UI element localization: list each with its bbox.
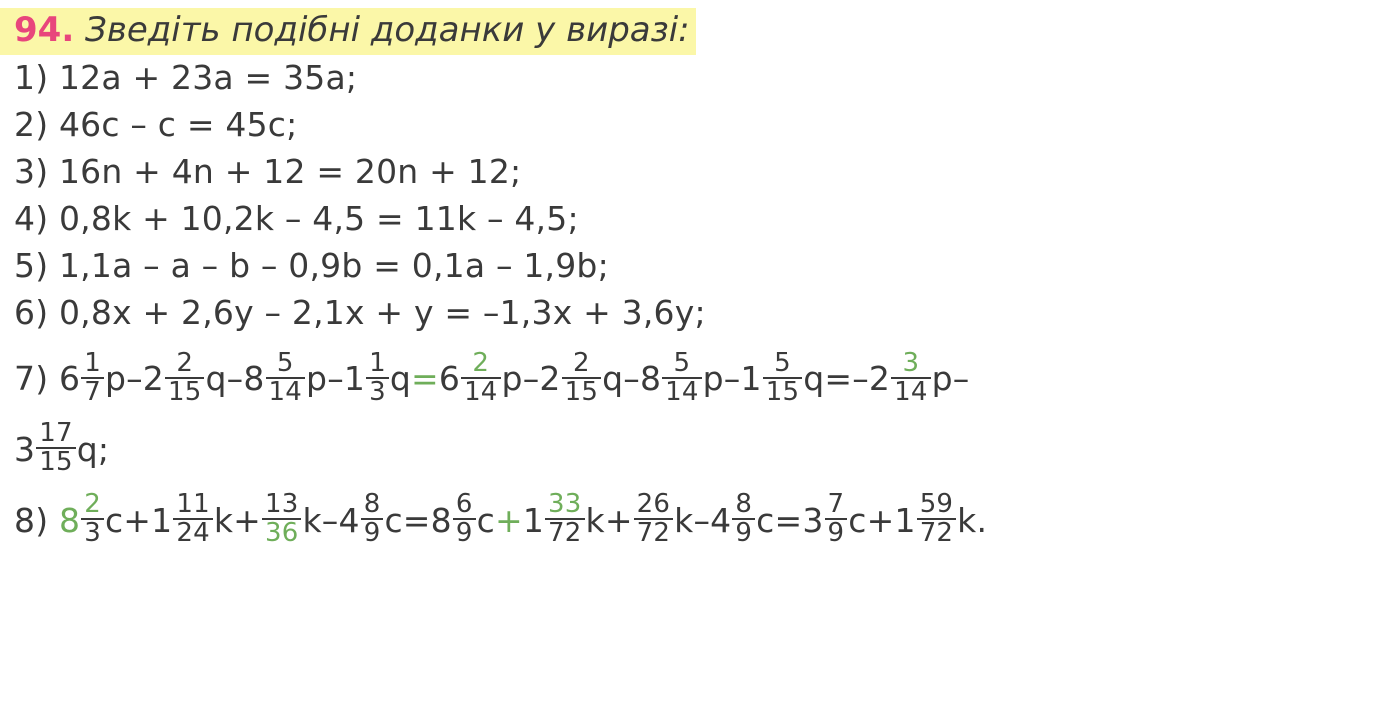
operator: +	[123, 500, 152, 540]
task-number: 94.	[14, 10, 75, 50]
solution-item-2	[14, 102, 1390, 149]
term-var: q	[602, 359, 624, 399]
operator-equals: =	[411, 359, 439, 399]
term-int: –2	[852, 359, 891, 399]
term-var: k	[674, 500, 694, 540]
term-int: 6	[58, 359, 81, 399]
item-label-7: 7)	[14, 359, 49, 399]
mixed-fraction: $\frac{7}{9}$	[825, 491, 848, 548]
term-int: 2	[539, 359, 561, 399]
operator: –	[226, 359, 244, 399]
operator: –	[623, 359, 640, 399]
fraction: $\frac{26}{72}$	[634, 491, 673, 548]
term-var: p	[931, 359, 953, 399]
term-var: c	[756, 500, 775, 540]
item-label-4: 4)	[14, 198, 49, 238]
term-var: p	[702, 359, 724, 399]
item-label-8: 8)	[14, 500, 49, 540]
term-int: 1	[522, 500, 545, 540]
solution-item-3	[14, 149, 1390, 196]
operator: –	[952, 359, 970, 399]
term-var: k.	[957, 500, 988, 540]
term-int: 8	[243, 359, 265, 399]
mixed-fraction: $\frac{1}{7}$	[81, 350, 104, 407]
solution-item-4	[14, 196, 1390, 243]
term-var: k	[585, 500, 605, 540]
term-var: q;	[76, 429, 110, 469]
task-title: Зведіть подібні доданки у виразі:	[85, 10, 690, 50]
term-int: 1	[343, 359, 366, 399]
term-int: 1	[740, 359, 762, 399]
task-header	[0, 8, 696, 55]
operator: –	[522, 359, 540, 399]
solution-item-5	[14, 243, 1390, 290]
mixed-fraction: $\frac{5}{14}$	[266, 350, 305, 407]
term-int: 1	[894, 500, 916, 540]
mixed-fraction: $\frac{5}{15}$	[763, 350, 802, 407]
term-var: c	[104, 500, 124, 540]
term-var: q	[803, 359, 825, 399]
operator: +	[866, 500, 895, 540]
operator: –	[327, 359, 344, 399]
item-text-4: 0,8k + 10,2k – 4,5 = 11k – 4,5;	[58, 198, 579, 238]
operator: –	[126, 359, 143, 399]
item-label-1: 1)	[14, 58, 49, 98]
term-int: 3	[14, 429, 36, 469]
mixed-fraction: $\frac{2}{14}$	[461, 350, 500, 407]
term-var: p	[104, 359, 127, 399]
mixed-fraction: $\frac{2}{15}$	[562, 350, 601, 407]
item-label-5: 5)	[14, 245, 49, 285]
operator: +	[604, 500, 633, 540]
mixed-fraction: $\frac{17}{15}$	[36, 420, 75, 477]
term-var: p	[306, 359, 328, 399]
term-int: 4	[338, 500, 360, 540]
item-label-2: 2)	[14, 105, 49, 145]
term-var: c	[476, 500, 495, 540]
solution-item-1	[14, 55, 1390, 102]
term-var: q	[389, 359, 411, 399]
fraction: $\frac{13}{36}$	[262, 491, 301, 548]
term-int: 8	[58, 500, 81, 540]
term-var: c	[384, 500, 403, 540]
mixed-fraction: $\frac{2}{3}$	[81, 491, 104, 548]
mixed-fraction: $\frac{3}{14}$	[891, 350, 930, 407]
term-int: 1	[151, 500, 173, 540]
term-int: 2	[142, 359, 164, 399]
item-text-1: 12a + 23a = 35a;	[58, 58, 358, 98]
operator: +	[233, 500, 261, 540]
item-label-3: 3)	[14, 152, 49, 192]
mixed-fraction: $\frac{2}{15}$	[165, 350, 204, 407]
mixed-fraction: $\frac{59}{72}$	[917, 491, 956, 548]
term-var: q	[205, 359, 227, 399]
operator-equals: =	[824, 359, 853, 399]
mixed-fraction: $\frac{5}{14}$	[662, 350, 701, 407]
term-var: p	[501, 359, 523, 399]
solution-item-7	[14, 347, 1390, 408]
mixed-fraction: $\frac{11}{24}$	[173, 491, 212, 548]
mixed-fraction: $\frac{6}{9}$	[453, 491, 476, 548]
solution-item-6	[14, 290, 1390, 337]
mixed-fraction: $\frac{33}{72}$	[545, 491, 584, 548]
operator: +	[494, 500, 523, 540]
operator: –	[723, 359, 741, 399]
item-label-6: 6)	[14, 292, 49, 332]
operator: –	[321, 500, 339, 540]
term-int: 8	[639, 359, 662, 399]
term-int: 8	[430, 500, 452, 540]
solution-item-7-continued	[14, 418, 1390, 478]
term-int: 4	[710, 500, 732, 540]
term-var: k	[213, 500, 234, 540]
term-int: 6	[438, 359, 461, 399]
term-var: c	[848, 500, 867, 540]
operator-equals: =	[774, 500, 803, 540]
solution-lines	[0, 55, 1390, 548]
item-text-5: 1,1a – a – b – 0,9b = 0,1a – 1,9b;	[58, 245, 609, 285]
solution-item-8	[14, 488, 1390, 549]
item-text-6: 0,8x + 2,6y – 2,1x + y = –1,3x + 3,6y;	[58, 292, 706, 332]
operator-equals: =	[402, 500, 431, 540]
term-int: 3	[802, 500, 824, 540]
mixed-fraction: $\frac{8}{9}$	[732, 491, 755, 548]
item-text-2: 46c – c = 45c;	[58, 105, 298, 145]
operator: –	[693, 500, 711, 540]
mixed-fraction: $\frac{1}{3}$	[366, 350, 389, 407]
mixed-fraction: $\frac{8}{9}$	[361, 491, 384, 548]
term-var: k	[302, 500, 322, 540]
item-text-3: 16n + 4n + 12 = 20n + 12;	[58, 152, 522, 192]
